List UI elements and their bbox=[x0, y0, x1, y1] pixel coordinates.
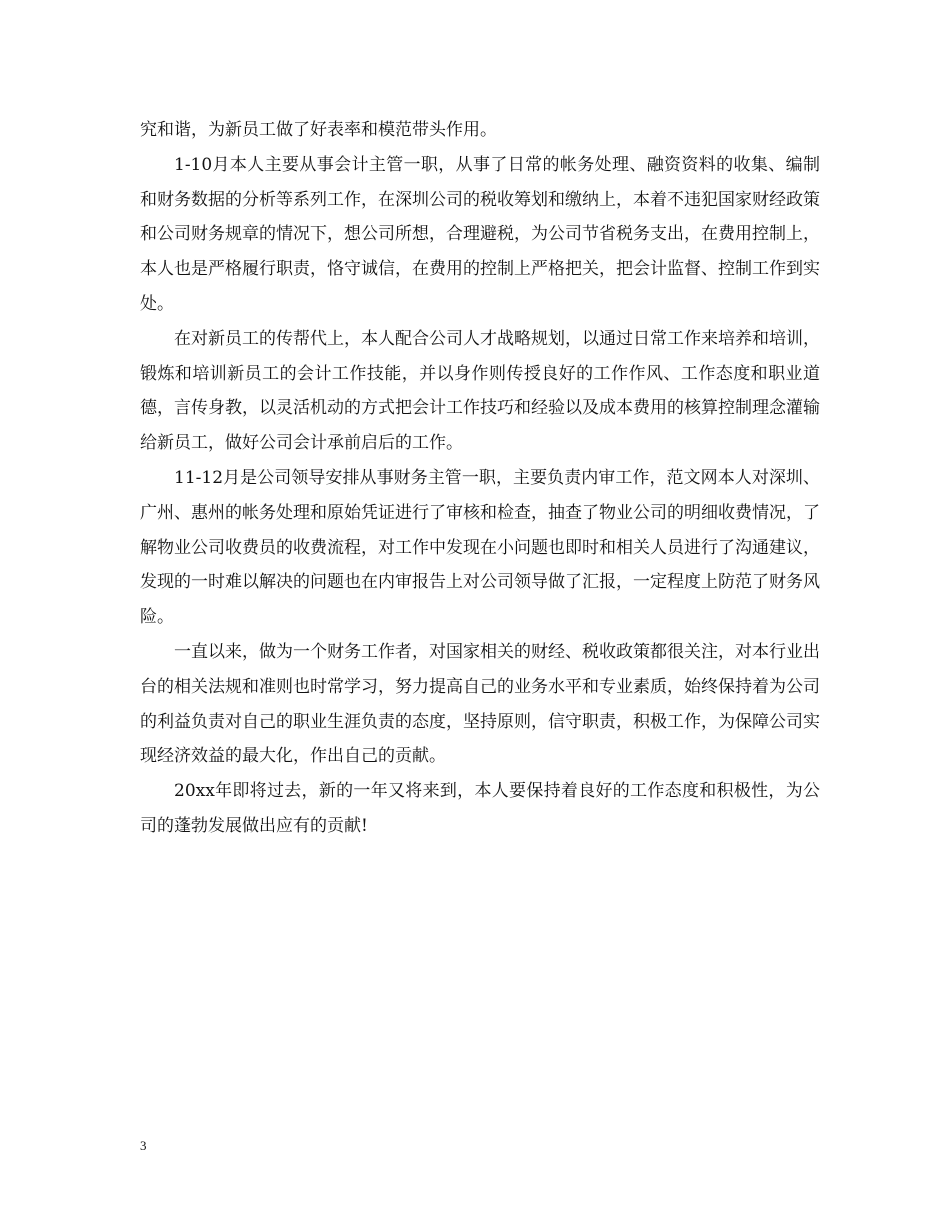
paragraph-new-staff-training: 在对新员工的传帮代上，本人配合公司人才战略规划，以通过日常工作来培养和培训，锻炼和培训新员工的会计工作技能，并以身作则传授良好的工作作风、工作态度和职业道德，言传身教，以灵活机动的方式把会计工作技巧和经验以及成本费用的核算控制理念灌输给新员工，做好公司会计承前启后的工作。 bbox=[140, 328, 820, 454]
body-text bbox=[140, 113, 820, 844]
paragraph-closing: 20xx年即将过去，新的一年又将来到，本人要保持着良好的工作态度和积极性，为公司的蓬勃发展做出应有的贡献! bbox=[140, 781, 820, 836]
paragraph-professional-attitude: 一直以来，做为一个财务工作者，对国家相关的财经、税收政策都很关注，对本行业出台的相关法规和准则也时常学习，努力提高自己的业务水平和专业素质，始终保持着为公司的利益负责对自己的职业生涯负责的态度，坚持原则，信守职责，积极工作，为保障公司实现经济效益的最大化，作出自己的贡献。 bbox=[140, 641, 820, 767]
paragraph-internal-audit: 11-12月是公司领导安排从事财务主管一职，主要负责内审工作，范文网本人对深圳、广州、惠州的帐务处理和原始凭证进行了审核和检查，抽查了物业公司的明细收费情况，了解物业公司收费员的收费流程，对工作中发现在小问题也即时和相关人员进行了沟通建议，发现的一时难以解决的问题也在内审报告上对公司领导做了汇报，一定程度上防范了财务风险。 bbox=[140, 467, 820, 628]
paragraph-continuation: 究和谐，为新员工做了好表率和模范带头作用。 bbox=[140, 120, 497, 140]
paragraph-accounting-supervisor: 1-10月本人主要从事会计主管一职，从事了日常的帐务处理、融资资料的收集、编制和财务数据的分析等系列工作，在深圳公司的税收筹划和缴纳上，本着不违犯国家财经政策和公司财务规章的情况下，想公司所想，合理避税，为公司节省税务支出，在费用控制上，本人也是严格履行职责，恪守诚信，在费用的控制上严格把关，把会计监督、控制工作到实处。 bbox=[140, 154, 820, 314]
page-number: 3 bbox=[140, 1138, 147, 1153]
